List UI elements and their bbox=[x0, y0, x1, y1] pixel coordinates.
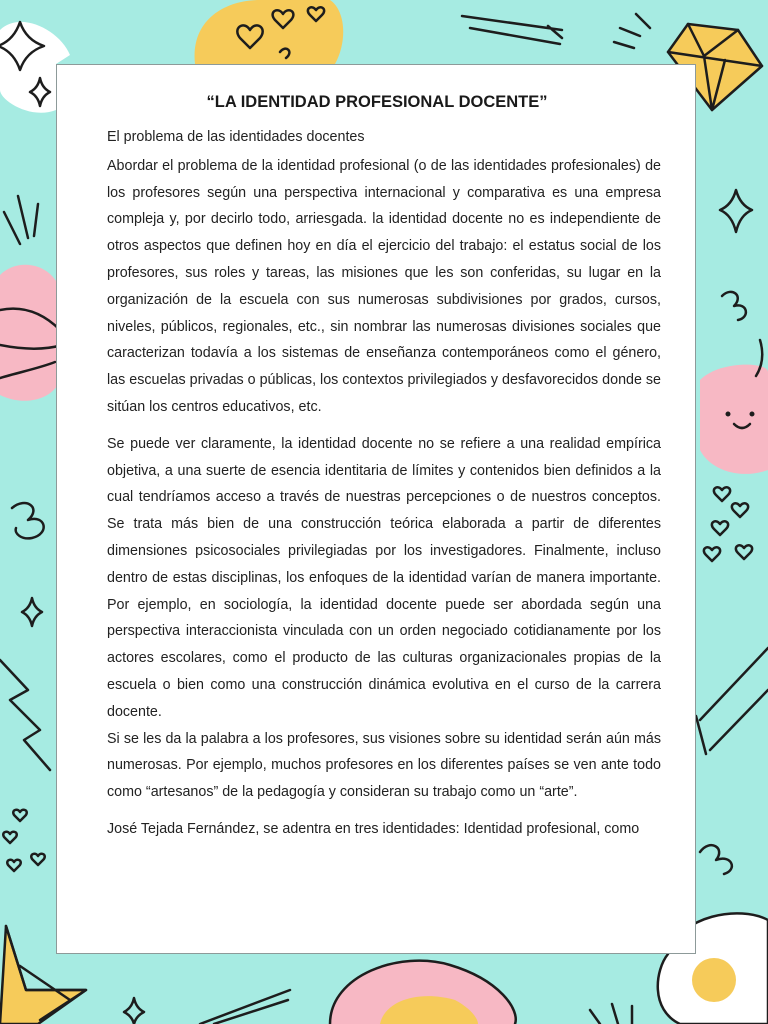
pencil-icon bbox=[696, 648, 768, 754]
smiley-cloud-icon bbox=[700, 340, 768, 474]
swirl-icon bbox=[722, 292, 746, 320]
heart-icon bbox=[3, 832, 17, 843]
burst-lines bbox=[590, 1004, 632, 1024]
heart-icon bbox=[31, 854, 45, 865]
heart-icon bbox=[712, 521, 728, 535]
document-page bbox=[56, 64, 696, 954]
swirl-icon bbox=[12, 503, 44, 538]
zigzag-icon bbox=[0, 660, 50, 770]
heart-icon bbox=[7, 860, 21, 871]
document-title: “LA IDENTIDAD PROFESIONAL DOCENTE” bbox=[206, 93, 548, 111]
yellow-blob-top bbox=[195, 0, 344, 64]
document-subtitle: El problema de las identidades docentes bbox=[107, 129, 365, 145]
paragraph-1: Abordar el problema de la identidad profesional (o de las identidades profesionales) de los profesores según una perspectiva internacional y comparativa es una empresa compleja y, por decirlo todo, arriesgada. la identidad docente no es independiente de otros aspectos que definen hoy en día el ejercicio del trabajo: el estatus social de los profesores, sus roles y tareas, las misiones que les son conferidas, su lugar en la organización de la escuela con sus numerosas subdivisiones por grados, cursos, niveles, públicos, regionales, etc., sin nombrar las numerosas divisiones sociales que caracterizan todavía a los sistemas de enseñanza contemporáneos como el género, las escuelas privadas o públicas, los contextos privilegiados y desfavorecidos donde se sitúan los centros educativos, etc. bbox=[107, 157, 661, 415]
burst-lines bbox=[614, 14, 650, 48]
heart-icon bbox=[714, 487, 730, 501]
heart-icon bbox=[13, 810, 27, 821]
heart-icon bbox=[732, 503, 748, 517]
pencil-icon bbox=[462, 16, 562, 44]
document-body bbox=[107, 124, 661, 843]
sparkle-icon bbox=[720, 190, 752, 232]
sparkle-icon bbox=[124, 998, 144, 1024]
heart-icon bbox=[736, 545, 752, 559]
donut-icon bbox=[330, 961, 516, 1024]
pencil-icon bbox=[200, 990, 290, 1024]
paragraph-3: Si se les da la palabra a los profesores, sus visiones sobre su identidad serán aún más numerosas. Por ejemplo, muchos profesores en los diferentes países se ven ante todo como “artesanos” de la pedagogía y consideran su trabajo como un “arte”. bbox=[107, 730, 661, 801]
burst-lines bbox=[4, 196, 38, 244]
paragraph-2: Se puede ver claramente, la identidad docente no se refiere a una realidad empírica objetiva, a una suerte de esencia identitaria de límites y contenidos bien definidos a la cual tendríamos acceso a través de nuestras percepciones o de nuestros conceptos. Se trata más bien de una construcción teórica elaborada a partir de diferentes dimensiones psicosociales privilegiadas por los investigadores. Finalmente, incluso dentro de estas disciplinas, los enfoques de la identidad varían de manera importante. Por ejemplo, en sociología, la identidad docente puede ser abordada según una perspectiva interaccionista vinculada con un orden negociado cotidianamente por los actores escolares, como el producto de las culturas organizacionales propias de la escuela o bien como una construcción dinámica evolutiva en el curso de la carrera docente. bbox=[107, 435, 661, 720]
swirl-icon bbox=[700, 845, 732, 874]
paragraph-4: José Tejada Fernández, se adentra en tres identidades: Identidad profesional, como bbox=[107, 820, 640, 837]
sparkle-icon bbox=[22, 598, 42, 626]
heart-icon bbox=[704, 547, 720, 561]
